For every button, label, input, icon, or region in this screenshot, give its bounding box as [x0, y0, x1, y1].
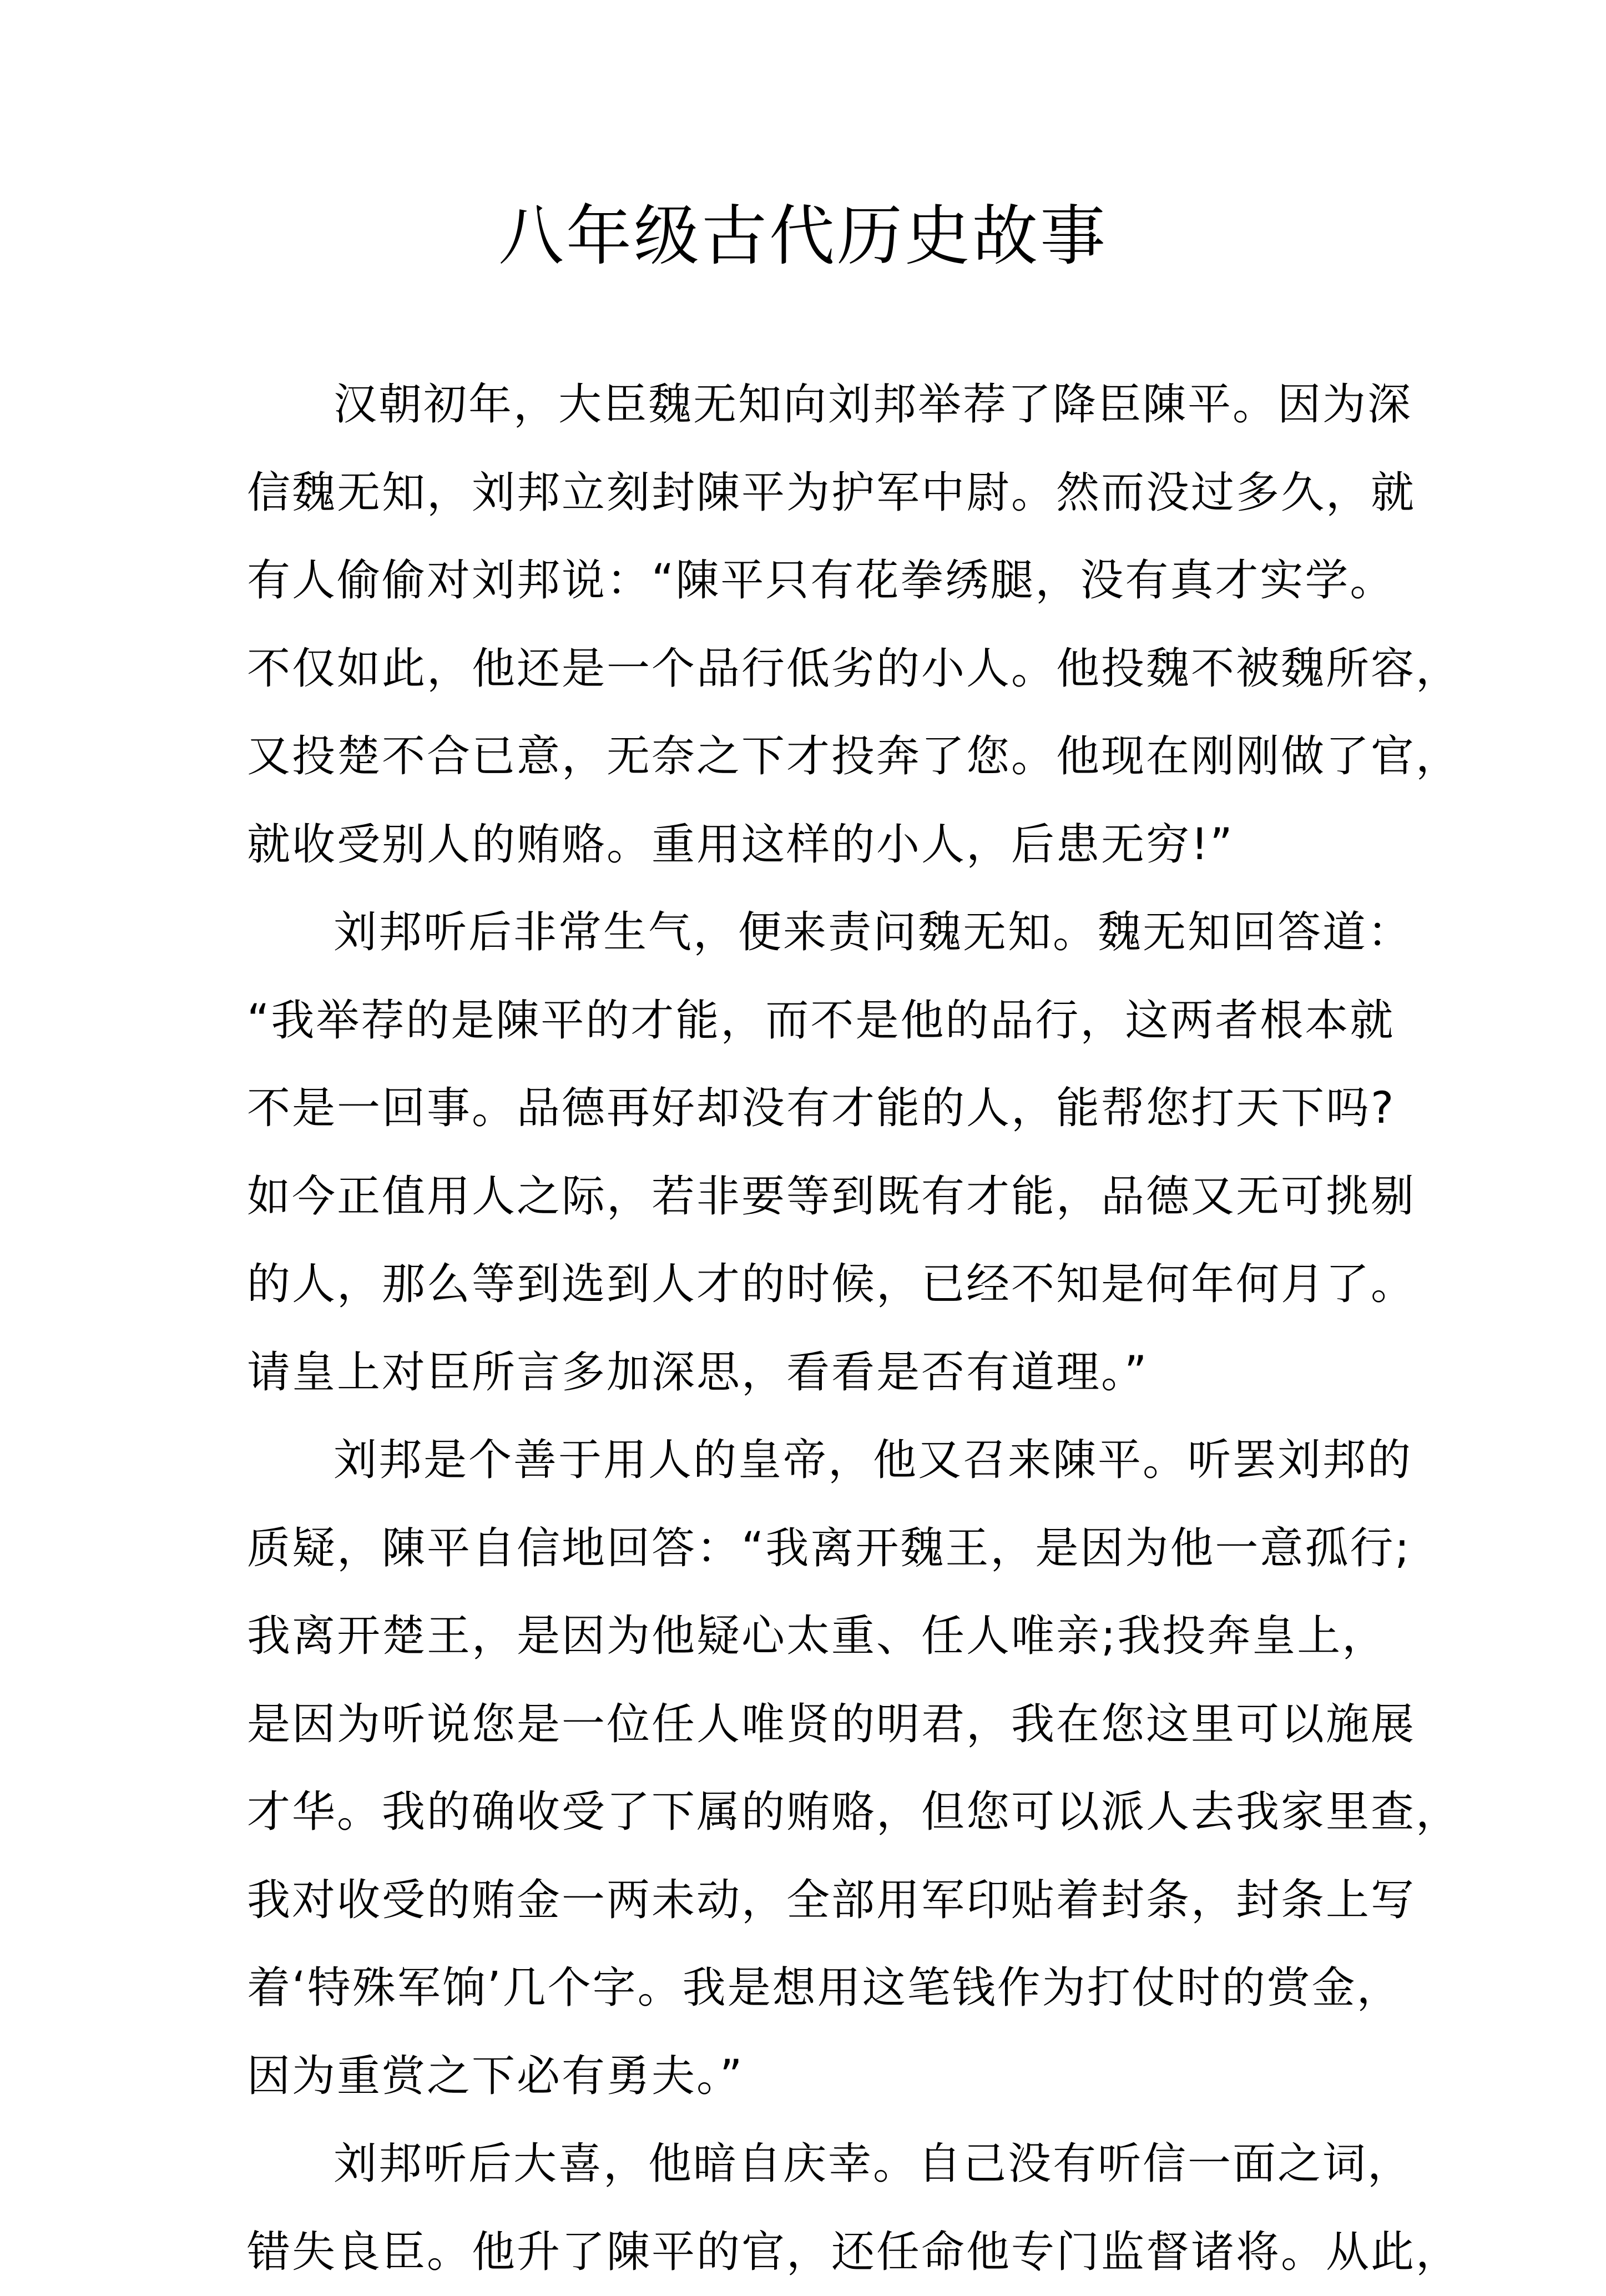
text-line: 错失良臣。他升了陳平的官，还任命他专门监督诸将。从此， [247, 2208, 1379, 2296]
text-line: 汉朝初年，大臣魏无知向刘邦举荐了降臣陳平。因为深 [247, 361, 1379, 449]
text-line: 不仅如此，他还是一个品行低劣的小人。他投魏不被魏所容， [247, 625, 1379, 713]
text-line: 着‘特殊军饷’几个字。我是想用这笔钱作为打仗时的赏金， [247, 1944, 1379, 2032]
text-line: 因为重赏之下必有勇夫。” [247, 2032, 1379, 2121]
text-line: “我举荐的是陳平的才能，而不是他的品行，这两者根本就 [247, 977, 1379, 1065]
text-line: 刘邦听后大喜，他暗自庆幸。自己没有听信一面之词， [247, 2120, 1379, 2208]
text-line: 我离开楚王，是因为他疑心太重、任人唯亲;我投奔皇上， [247, 1592, 1379, 1681]
document-title: 八年级古代历史故事 [0, 194, 1606, 277]
text-line: 是因为听说您是一位任人唯贤的明君，我在您这里可以施展 [247, 1681, 1379, 1769]
text-line: 刘邦听后非常生气，便来责问魏无知。魏无知回答道： [247, 889, 1379, 977]
text-line: 的人，那么等到选到人才的时候，已经不知是何年何月了。 [247, 1240, 1379, 1329]
text-line: 我对收受的贿金一两未动，全部用军印贴着封条，封条上写 [247, 1856, 1379, 1945]
text-line: 就收受别人的贿赂。重用这样的小人，后患无穷!” [247, 801, 1379, 889]
text-line: 质疑，陳平自信地回答：“我离开魏王，是因为他一意孤行; [247, 1505, 1379, 1593]
text-line: 信魏无知，刘邦立刻封陳平为护军中尉。然而没过多久，就 [247, 449, 1379, 537]
text-line: 又投楚不合已意，无奈之下才投奔了您。他现在刚刚做了官， [247, 713, 1379, 801]
text-line: 不是一回事。品德再好却没有才能的人，能帮您打天下吗? [247, 1064, 1379, 1153]
text-line: 如今正值用人之际，若非要等到既有才能，品德又无可挑剔 [247, 1153, 1379, 1241]
document-body [247, 361, 1379, 2296]
text-line: 刘邦是个善于用人的皇帝，他又召来陳平。听罢刘邦的 [247, 1416, 1379, 1505]
text-line: 有人偷偷对刘邦说：“陳平只有花拳绣腿，没有真才实学。 [247, 537, 1379, 625]
text-line: 请皇上对臣所言多加深思，看看是否有道理。” [247, 1329, 1379, 1417]
text-line: 才华。我的确收受了下属的贿赂，但您可以派人去我家里查， [247, 1768, 1379, 1856]
